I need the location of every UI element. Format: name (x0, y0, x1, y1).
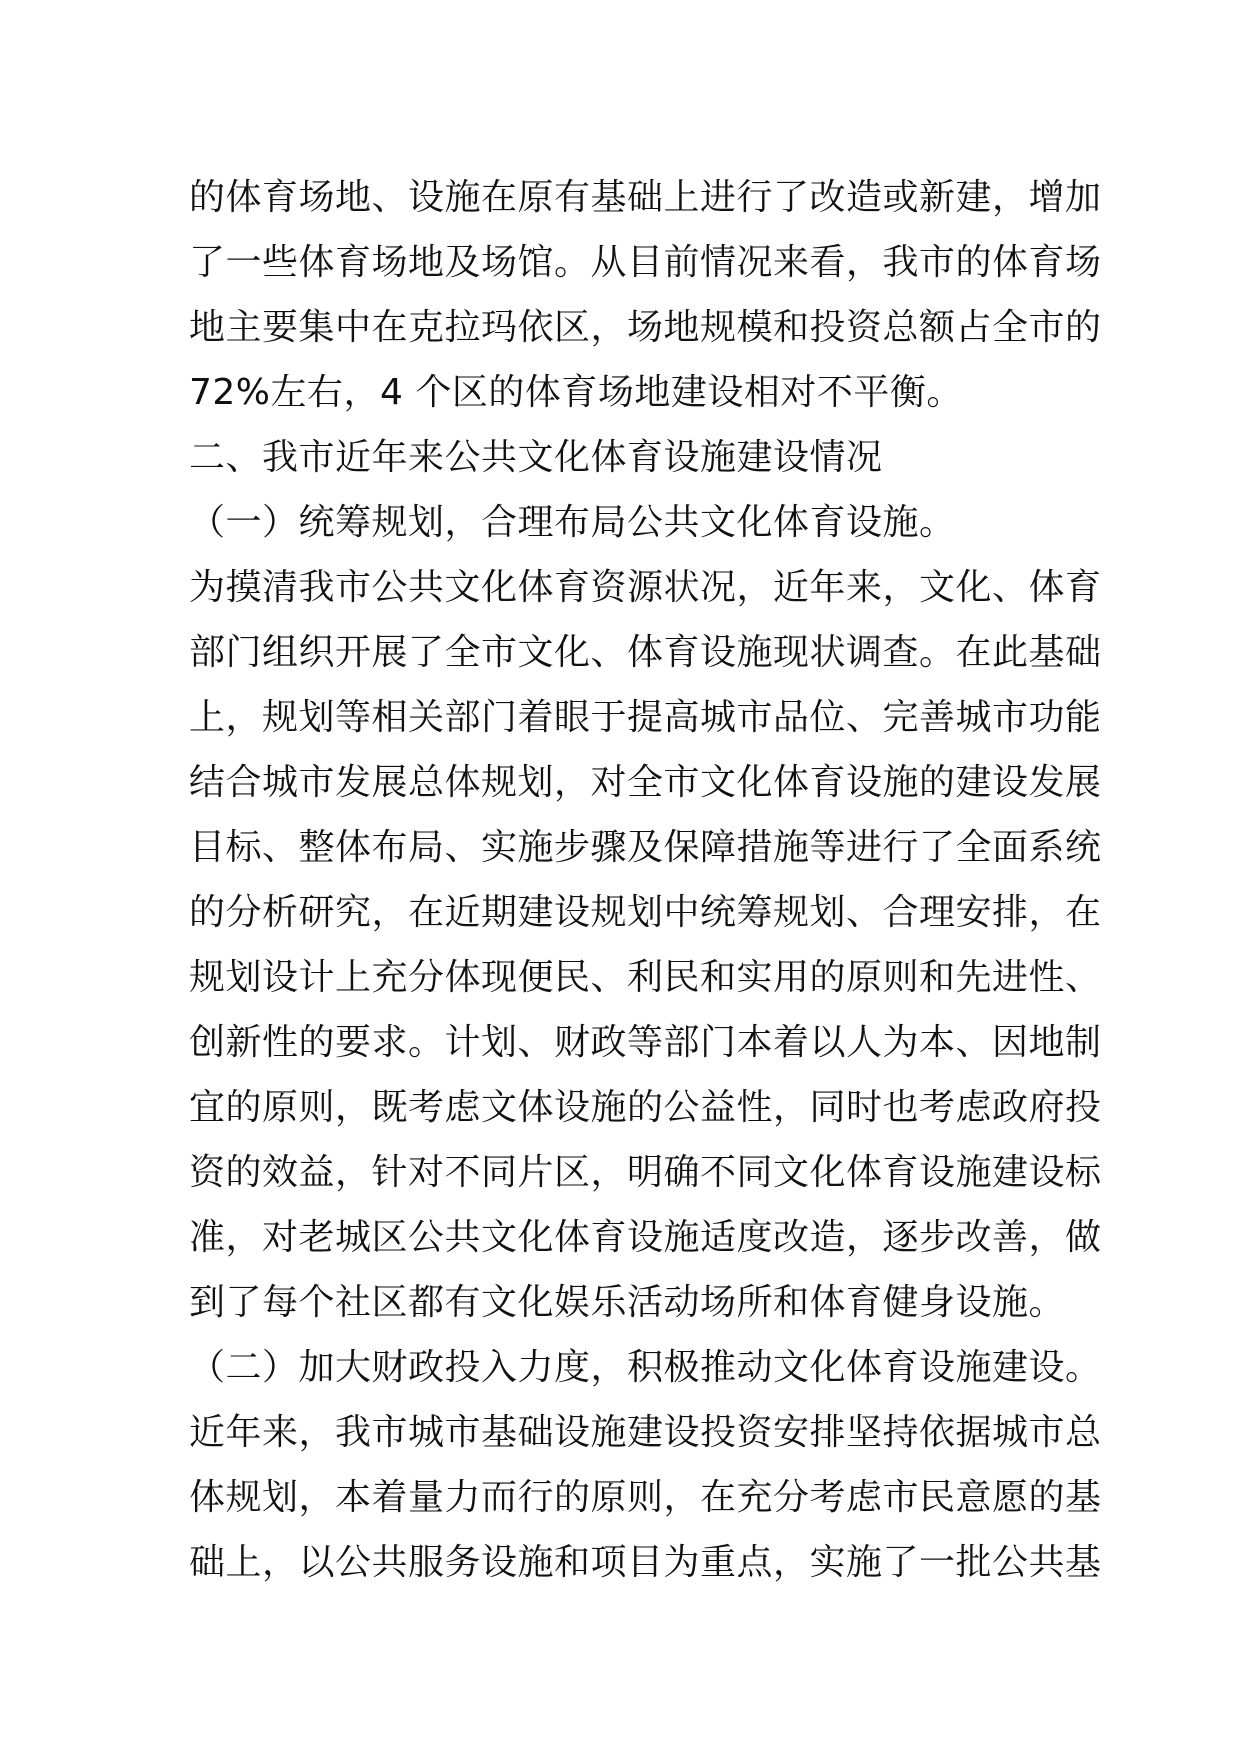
text-line: 体规划，本着量力而行的原则，在充分考虑市民意愿的基 (189, 1477, 1102, 1518)
text-line: 础上，以公共服务设施和项目为重点，实施了一批公共基 (189, 1542, 1102, 1583)
text-line: 结合城市发展总体规划，对全市文化体育设施的建设发展 (189, 762, 1102, 803)
text-line: 创新性的要求。计划、财政等部门本着以人为本、因地制 (189, 1022, 1102, 1063)
text-line: 资的效益，针对不同片区，明确不同文化体育设施建设标 (189, 1152, 1102, 1193)
text-line: 了一些体育场地及场馆。从目前情况来看，我市的体育场 (189, 242, 1102, 283)
text-line: 近年来，我市城市基础设施建设投资安排坚持依据城市总 (189, 1412, 1102, 1453)
text-line: 上，规划等相关部门着眼于提高城市品位、完善城市功能 (189, 697, 1102, 738)
text-line: 规划设计上充分体现便民、利民和实用的原则和先进性、 (189, 957, 1102, 998)
section-heading: 二、我市近年来公共文化体育设施建设情况 (189, 437, 883, 478)
text-line: 准，对老城区公共文化体育设施适度改造，逐步改善，做 (189, 1217, 1102, 1258)
text-line: 的分析研究，在近期建设规划中统筹规划、合理安排，在 (189, 892, 1102, 933)
text-line: 为摸清我市公共文化体育资源状况，近年来，文化、体育 (189, 567, 1102, 608)
body-text (189, 165, 1102, 1595)
text-line: 的体育场地、设施在原有基础上进行了改造或新建，增加 (189, 177, 1102, 218)
text-line: 72%左右，4 个区的体育场地建设相对不平衡。 (189, 372, 963, 413)
text-line: 部门组织开展了全市文化、体育设施现状调查。在此基础 (189, 632, 1102, 673)
subsection-heading: （一）统筹规划，合理布局公共文化体育设施。 (189, 502, 956, 543)
text-line: 宜的原则，既考虑文体设施的公益性，同时也考虑政府投 (189, 1087, 1102, 1128)
text-line: 到了每个社区都有文化娱乐活动场所和体育健身设施。 (189, 1282, 1066, 1323)
text-line: 地主要集中在克拉玛依区，场地规模和投资总额占全市的 (189, 307, 1102, 348)
subsection-heading: （二）加大财政投入力度，积极推动文化体育设施建设。 (189, 1347, 1102, 1388)
text-line: 目标、整体布局、实施步骤及保障措施等进行了全面系统 (189, 827, 1102, 868)
